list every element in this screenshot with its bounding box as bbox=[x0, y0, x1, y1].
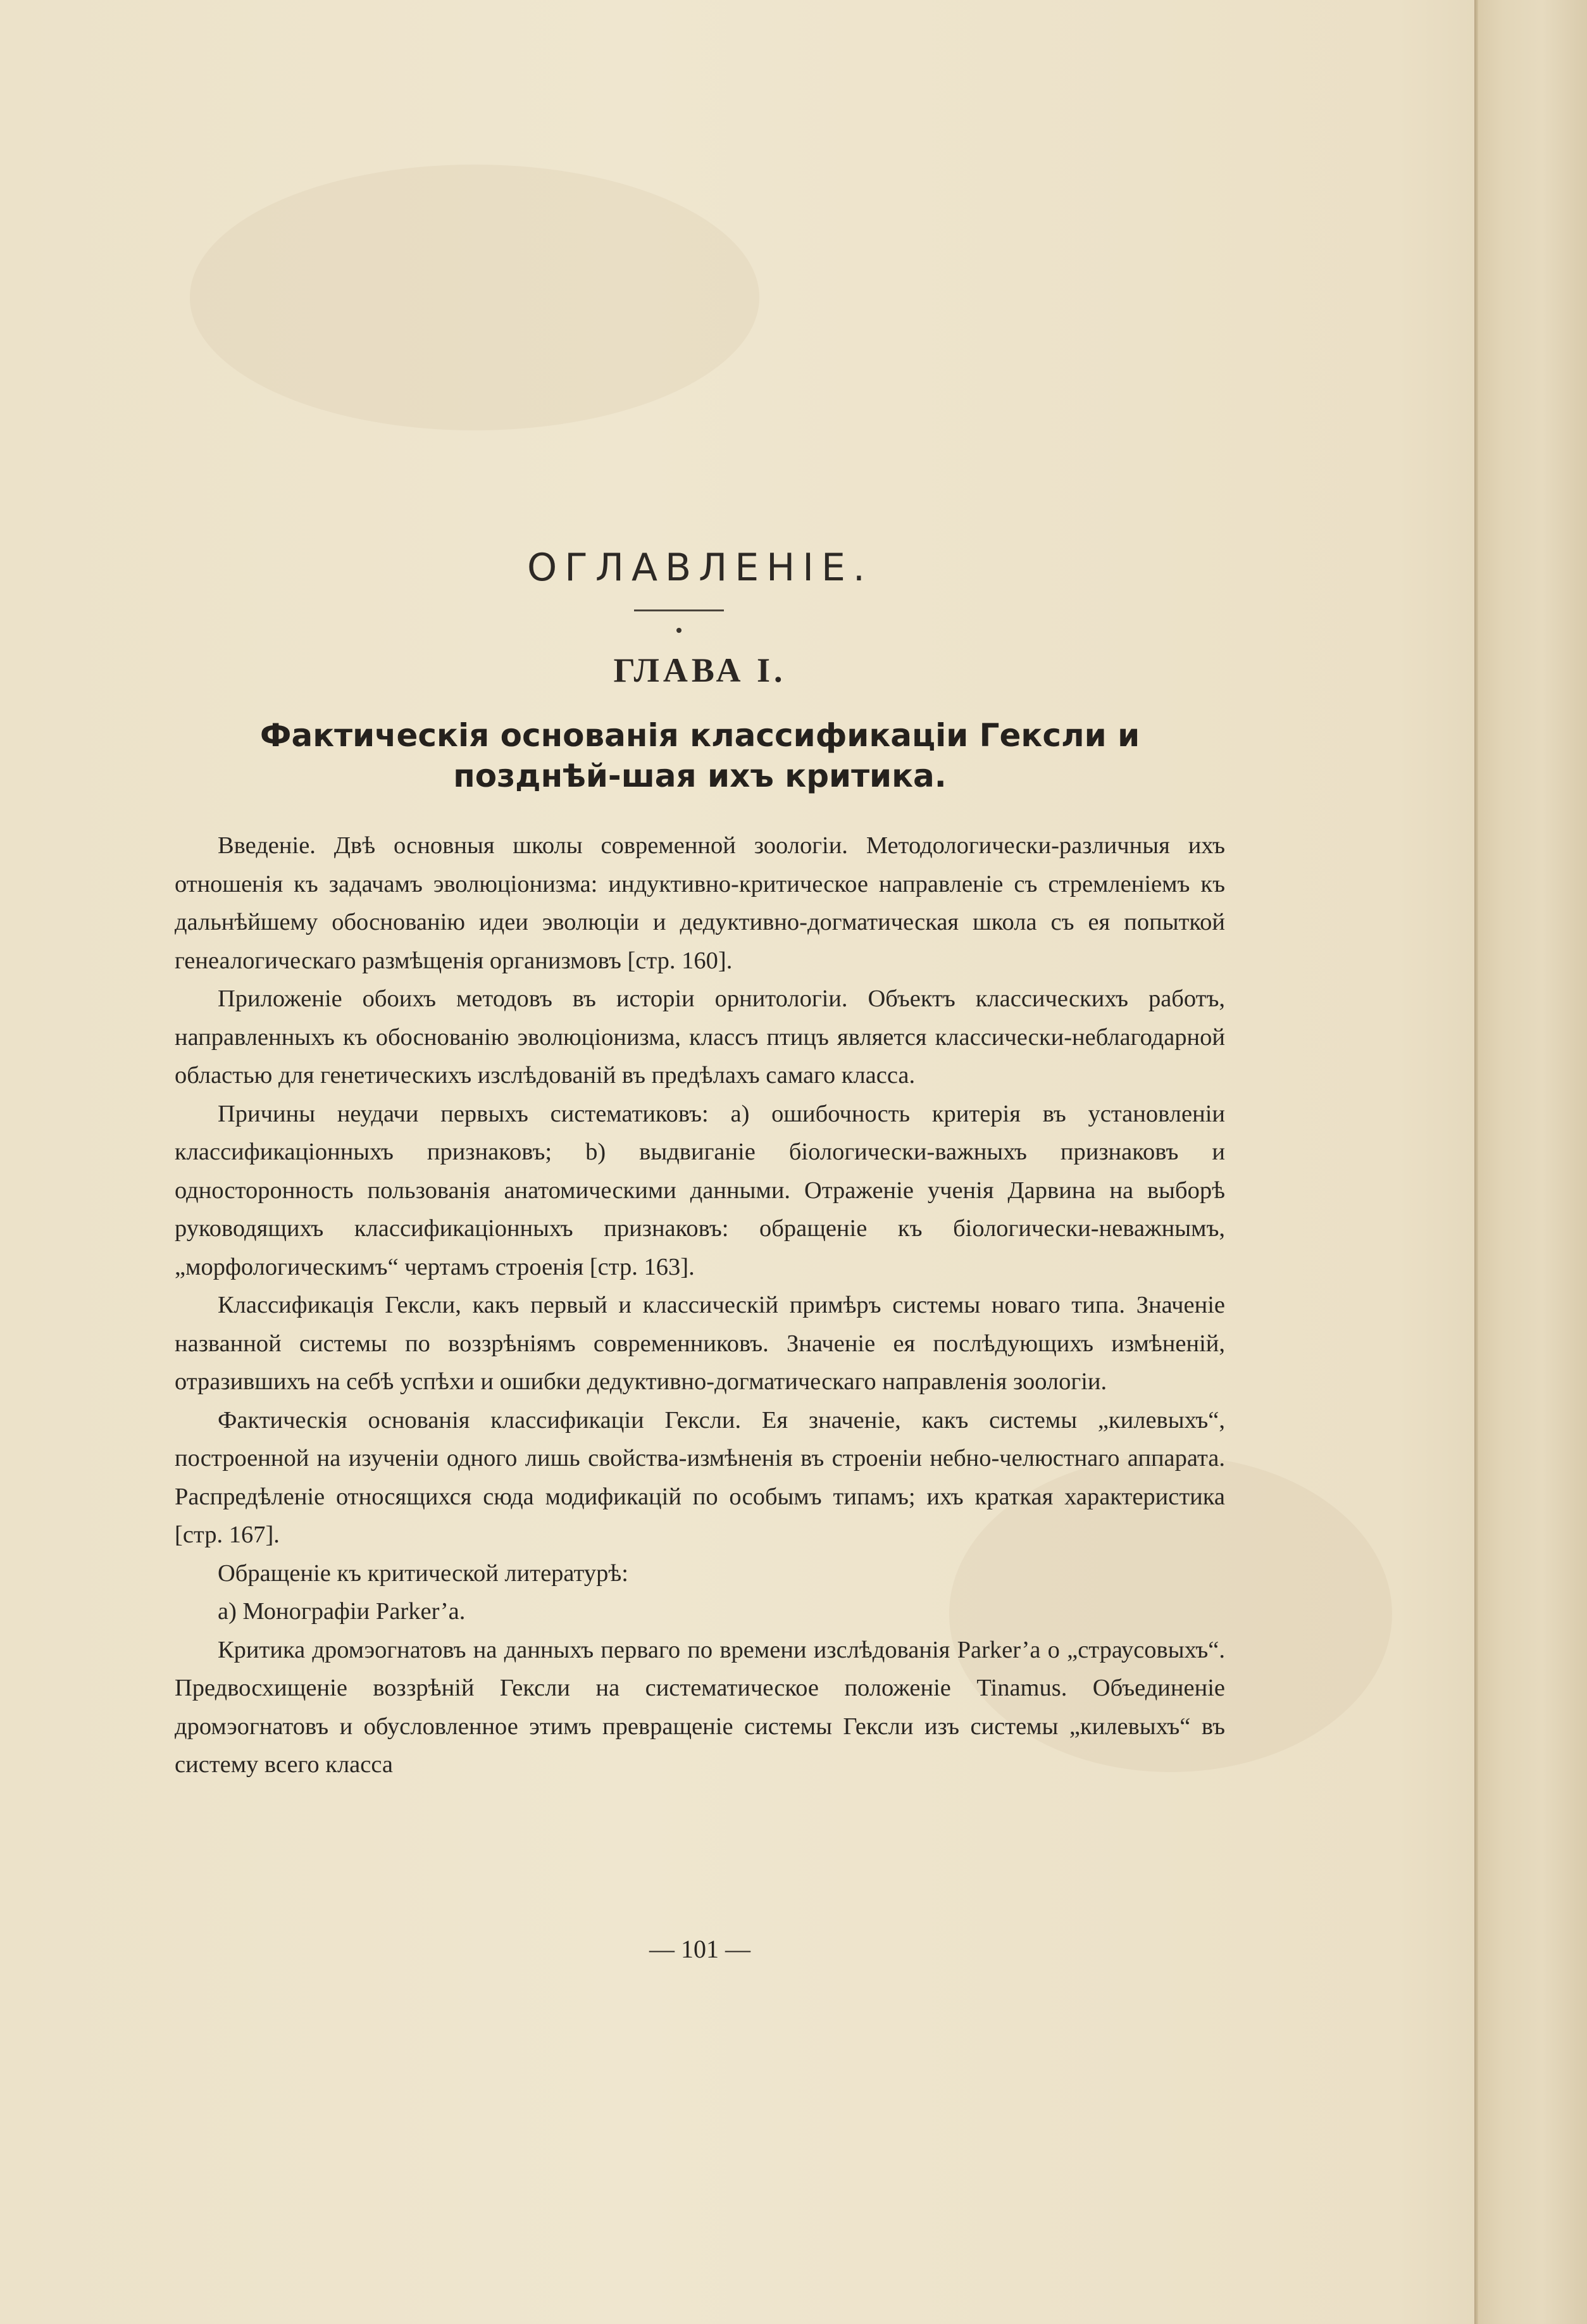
paper-stain bbox=[190, 165, 759, 430]
ornament-dot bbox=[676, 628, 681, 633]
page-number: — 101 — bbox=[649, 1935, 750, 1963]
toc-paragraph: а) Монографіи Parker’a. bbox=[218, 1598, 466, 1625]
toc-body bbox=[175, 827, 1225, 1784]
toc-paragraph: Причины неудачи первыхъ систематиковъ: а) ошибочность критерія въ установленіи классификаціонныхъ признаковъ; b) выдвиганіе біологически-важныхъ признаковъ и односторонность пользованія анатомическими данными. Отраженіе ученія Дарвина на выборѣ руководящихъ классификаціонныхъ признаковъ: обращеніе къ біологически-неважнымъ, „морфологическимъ“ чертамъ строенія [стр. 163]. bbox=[175, 1100, 1225, 1280]
chapter-title: Фактическія основанія классификаціи Гексли и позднѣй-шая ихъ критика. bbox=[259, 717, 1140, 794]
toc-paragraph: Введеніе. Двѣ основныя школы современной зоологіи. Методологически-различныя ихъ отношенія къ задачамъ эволюціонизма: индуктивно-критическое направленіе съ стремленіемъ къ дальнѣйшему обоснованію идеи эволюціи и дедуктивно-догматическая школа съ ея попыткой генеалогическаго размѣщенія организмовъ [стр. 160]. bbox=[175, 832, 1225, 974]
toc-paragraph: Приложеніе обоихъ методовъ въ исторіи орнитологіи. Объектъ классическихъ работъ, направленныхъ къ обоснованію эволюціонизма, классъ птицъ является классически-неблагодарной областью для генетическихъ изслѣдованій въ предѣлахъ самаго класса. bbox=[175, 985, 1225, 1089]
chapter-heading: ГЛАВА I. bbox=[613, 651, 787, 689]
toc-paragraph: Критика дромэогнатовъ на данныхъ перваго по времени изслѣдованія Parker’a о „страусовыхъ“. Предвосхищеніе воззрѣній Гексли на систематическое положеніе Tinamus. Объединеніе дромэогнатовъ и обусловленное этимъ превращеніе системы Гексли изъ системы „килевыхъ“ въ систему всего класса bbox=[175, 1636, 1225, 1778]
adjacent-page-edge bbox=[1474, 0, 1587, 2324]
toc-paragraph: Фактическія основанія классификаціи Гексли. Ея значеніе, какъ системы „килевыхъ“, построенной на изученіи одного лишь свойства-измѣненія въ строеніи небно-челюстнаго аппарата. Распредѣленіе относящихся сюда модификацій по особымъ типамъ; ихъ краткая характеристика [стр. 167]. bbox=[175, 1406, 1225, 1548]
heading-divider bbox=[634, 609, 724, 611]
toc-paragraph: Обращеніе къ критической литературѣ: bbox=[218, 1559, 628, 1587]
toc-heading: ОГЛАВЛЕНІЕ. bbox=[527, 546, 873, 590]
toc-paragraph: Классификація Гексли, какъ первый и классическій примѣръ системы новаго типа. Значеніе названной системы по воззрѣніямъ современниковъ. Значеніе ея послѣдующихъ измѣненій, отразившихъ на себѣ успѣхи и ошибки дедуктивно-догматическаго направленія зоологіи. bbox=[175, 1292, 1225, 1395]
page-fold-line bbox=[1474, 0, 1478, 2324]
